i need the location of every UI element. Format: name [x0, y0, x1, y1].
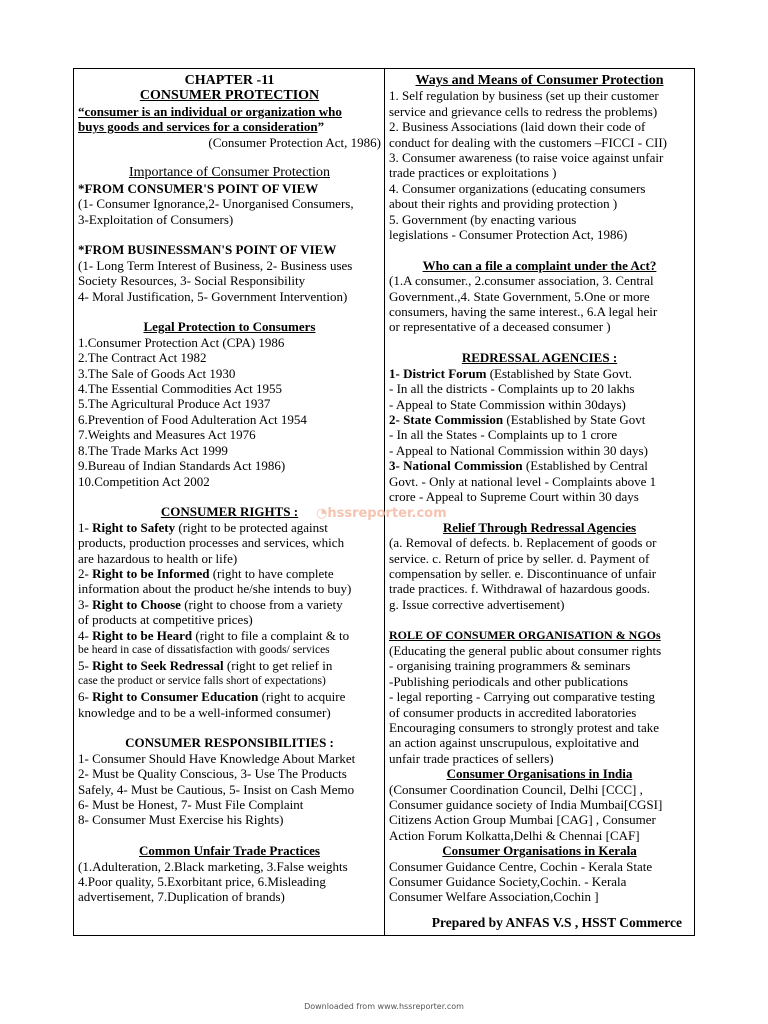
ways-line: conduct for dealing with the customers –FICCI - CII) [389, 134, 667, 150]
complaint-line: or representative of a deceased consumer ) [389, 319, 611, 335]
right-desc: (right to file a complaint & to [192, 627, 350, 643]
definition-line-1 [78, 104, 381, 119]
ngo-line: of consumer products in accredited laboratories [389, 704, 637, 720]
definition-close-quote: ” [317, 119, 325, 135]
consumer-pov-line: 3-Exploitation of Consumers) [78, 211, 234, 227]
relief-heading: Relief Through Redressal Agencies [442, 519, 637, 535]
relief-line: trade practices. f. Withdrawal of hazardous goods. [389, 581, 650, 597]
ways-line: 5. Government (by enacting various [389, 211, 577, 227]
unfair-practice-line: advertisement, 7.Duplication of brands) [78, 889, 285, 905]
district-forum-note: (Established by State Govt. [486, 365, 632, 381]
national-commission-line: crore - Appeal to Supreme Court within 30 days [389, 488, 639, 504]
right-title: Right to Choose [92, 596, 181, 612]
complaint-line: (1.A consumer., 2.consumer association, 3. Central [389, 273, 654, 289]
right-desc: (right to choose from a variety [180, 596, 343, 612]
district-forum-title: 1- District Forum [389, 365, 487, 381]
right-desc: (right to have complete [209, 565, 334, 581]
ways-heading: Ways and Means of Consumer Protection [415, 73, 664, 88]
right-title: Right to Consumer Education [92, 689, 259, 705]
responsibilities-heading: CONSUMER RESPONSIBILITIES : [125, 735, 334, 751]
right-item [78, 597, 381, 612]
right-desc-line: of products at competitive prices) [78, 612, 253, 628]
ngo-line: an action against unscrupulous, exploitative and [389, 735, 639, 751]
national-commission-line: Govt. - Only at national level - Complaints above 1 [389, 473, 657, 489]
right-desc: (right to get relief in [223, 658, 333, 674]
district-forum-line: - In all the districts - Complaints up to 20 lakhs [389, 381, 635, 397]
relief-line: g. Issue corrective advertisement) [389, 596, 565, 612]
rights-heading: CONSUMER RIGHTS : [160, 504, 299, 520]
legal-item: 2.The Contract Act 1982 [78, 350, 207, 366]
definition-source: (Consumer Protection Act, 1986) [208, 134, 381, 150]
download-credit: Downloaded from www.hssreporter.com [304, 1002, 464, 1011]
ways-line: trade practices or exploitations ) [389, 165, 557, 181]
right-item [78, 628, 381, 643]
legal-item: 3.The Sale of Goods Act 1930 [78, 365, 236, 381]
ways-line: 2. Business Associations (laid down their code of [389, 119, 646, 135]
right-desc-line: knowledge and to be a well-informed consumer) [78, 704, 331, 720]
national-commission [389, 458, 690, 473]
prepared-by: Prepared by ANFAS V.S , HSST Commerce [431, 914, 682, 930]
ngo-line: (Educating the general public about consumer rights [389, 642, 662, 658]
right-item [78, 520, 381, 535]
right-title: Right to be Heard [92, 627, 193, 643]
legal-item: 8.The Trade Marks Act 1999 [78, 442, 228, 458]
national-commission-title: 3- National Commission [389, 458, 523, 474]
responsibility-line: 2- Must be Quality Conscious, 3- Use The Products [78, 766, 347, 782]
responsibility-line: 1- Consumer Should Have Knowledge About Market [78, 750, 356, 766]
responsibility-line: 6- Must be Honest, 7- Must File Complaint [78, 797, 304, 813]
ngo-heading: ROLE OF CONSUMER ORGANISATION & NGOs [389, 627, 661, 642]
consumer-pov-line: (1- Consumer Ignorance,2- Unorganised Consumers, [78, 196, 354, 212]
ngo-line: - legal reporting - Carrying out comparative testing [389, 689, 656, 705]
right-column [385, 69, 694, 935]
responsibility-line: 8- Consumer Must Exercise his Rights) [78, 812, 284, 828]
state-commission-line: - In all the States - Complaints up to 1 crore [389, 427, 618, 443]
legal-item: 4.The Essential Commodities Act 1955 [78, 381, 283, 397]
chapter-title: CONSUMER PROTECTION [139, 88, 320, 104]
definition-text-1: “consumer is an individual or organization who [78, 103, 342, 119]
relief-line: (a. Removal of defects. b. Replacement of goods or [389, 535, 657, 551]
right-number: 3- [78, 596, 93, 612]
ngo-line: - organising training programmers & seminars [389, 658, 631, 674]
ways-line: 3. Consumer awareness (to raise voice against unfair [389, 150, 664, 166]
right-number: 6- [78, 689, 93, 705]
right-desc-line: are hazardous to health or life) [78, 550, 238, 566]
right-desc-line: information about the product he/she intends to buy) [78, 581, 352, 597]
ways-line: service and grievance cells to redress the problems) [389, 103, 658, 119]
legal-heading: Legal Protection to Consumers [143, 319, 316, 335]
kerala-orgs-line: Consumer Guidance Society,Cochin. - Kerala [389, 874, 627, 890]
kerala-orgs-line: Consumer Guidance Centre, Cochin - Kerala State [389, 858, 653, 874]
definition-text-2: buys goods and services for a consideration [78, 119, 318, 135]
india-orgs-heading: Consumer Organisations in India [446, 766, 633, 782]
ways-line: about their rights and providing protection ) [389, 196, 618, 212]
unfair-practice-line: (1.Adulteration, 2.Black marketing, 3.False weights [78, 858, 348, 874]
business-pov-line: (1- Long Term Interest of Business, 2- Business uses [78, 257, 353, 273]
watermark-logo: ◔hssreporter.com [316, 506, 447, 521]
legal-item: 5.The Agricultural Produce Act 1937 [78, 396, 271, 412]
complaint-line: Government.,4. State Government, 5.One or more [389, 288, 650, 304]
right-item [78, 566, 381, 581]
left-column [74, 69, 385, 935]
importance-heading: Importance of Consumer Protection [128, 165, 330, 181]
legal-item: 7.Weights and Measures Act 1976 [78, 427, 256, 443]
right-desc: (right to be protected against [175, 519, 328, 535]
right-title: Right to be Informed [92, 565, 210, 581]
state-commission-line: - Appeal to National Commission within 30 days) [389, 442, 648, 458]
ways-line: 4. Consumer organizations (educating consumers [389, 180, 646, 196]
definition-line-2 [78, 119, 381, 134]
ways-line: legislations - Consumer Protection Act, 1986) [389, 227, 628, 243]
state-commission-note: (Established by State Govt [503, 411, 646, 427]
consumer-pov-heading: *FROM CONSUMER'S POINT OF VIEW [78, 180, 319, 196]
right-title: Right to Safety [92, 519, 176, 535]
business-pov-line: Society Resources, 3- Social Responsibility [78, 273, 306, 289]
right-number: 2- [78, 565, 93, 581]
chapter-label: CHAPTER -11 [184, 73, 275, 88]
india-orgs-line: Action Forum Kolkatta,Delhi & Chennai [CAF] [389, 827, 640, 843]
kerala-orgs-line: Consumer Welfare Association,Cochin ] [389, 889, 599, 905]
ngo-line: unfair trade practices of sellers) [389, 750, 554, 766]
right-desc-line: be heard in case of dissatisfaction with goods/ services [78, 643, 330, 656]
relief-line: service. c. Return of price by seller. d. Payment of [389, 550, 650, 566]
legal-item: 6.Prevention of Food Adulteration Act 1954 [78, 411, 307, 427]
state-commission-title: 2- State Commission [389, 411, 504, 427]
relief-line: compensation by seller. e. Discontinuance of unfair [389, 565, 657, 581]
ngo-line: -Publishing periodicals and other publications [389, 673, 629, 689]
business-pov-heading: *FROM BUSINESSMAN'S POINT OF VIEW [78, 242, 337, 258]
right-number: 5- [78, 658, 93, 674]
unfair-practice-line: 4.Poor quality, 5.Exorbitant price, 6.Misleading [78, 874, 326, 890]
kerala-orgs-heading: Consumer Organisations in Kerala [442, 843, 637, 859]
state-commission [389, 412, 690, 427]
responsibility-line: Safely, 4- Must be Cautious, 5- Insist on Cash Memo [78, 781, 355, 797]
business-pov-line: 4- Moral Justification, 5- Government Intervention) [78, 288, 348, 304]
complaint-line: consumers, having the same interest., 6.A legal heir [389, 304, 658, 320]
redressal-heading: REDRESSAL AGENCIES : [461, 350, 618, 366]
district-forum-line: - Appeal to State Commission within 30days) [389, 396, 626, 412]
right-desc-line: case the product or service falls short of expectations) [78, 674, 326, 687]
unfair-practices-heading: Common Unfair Trade Practices [139, 843, 320, 859]
right-number: 1- [78, 519, 93, 535]
right-desc-line: products, production processes and services, which [78, 535, 345, 551]
ngo-line: Encouraging consumers to strongly protest and take [389, 720, 660, 735]
complaint-heading: Who can a file a complaint under the Act? [422, 257, 657, 273]
legal-item: 9.Bureau of Indian Standards Act 1986) [78, 458, 286, 474]
india-orgs-line: Consumer guidance society of India Mumbai[CGSI] [389, 797, 663, 813]
right-item [78, 689, 381, 704]
india-orgs-line: (Consumer Coordination Council, Delhi [CCC] , [389, 781, 643, 797]
notes-sheet [73, 68, 695, 936]
district-forum [389, 366, 690, 381]
legal-item: 10.Competition Act 2002 [78, 473, 210, 489]
india-orgs-line: Citizens Action Group Mumbai [CAG] , Consumer [389, 812, 656, 828]
right-number: 4- [78, 627, 93, 643]
ways-line: 1. Self regulation by business (set up their customer [389, 88, 659, 104]
right-desc: (right to acquire [258, 689, 346, 705]
watermark-text: hssreporter.com [327, 506, 447, 521]
legal-item: 1.Consumer Protection Act (CPA) 1986 [78, 334, 285, 350]
right-item [78, 658, 381, 673]
national-commission-note: (Established by Central [522, 458, 648, 474]
right-title: Right to Seek Redressal [92, 658, 224, 674]
